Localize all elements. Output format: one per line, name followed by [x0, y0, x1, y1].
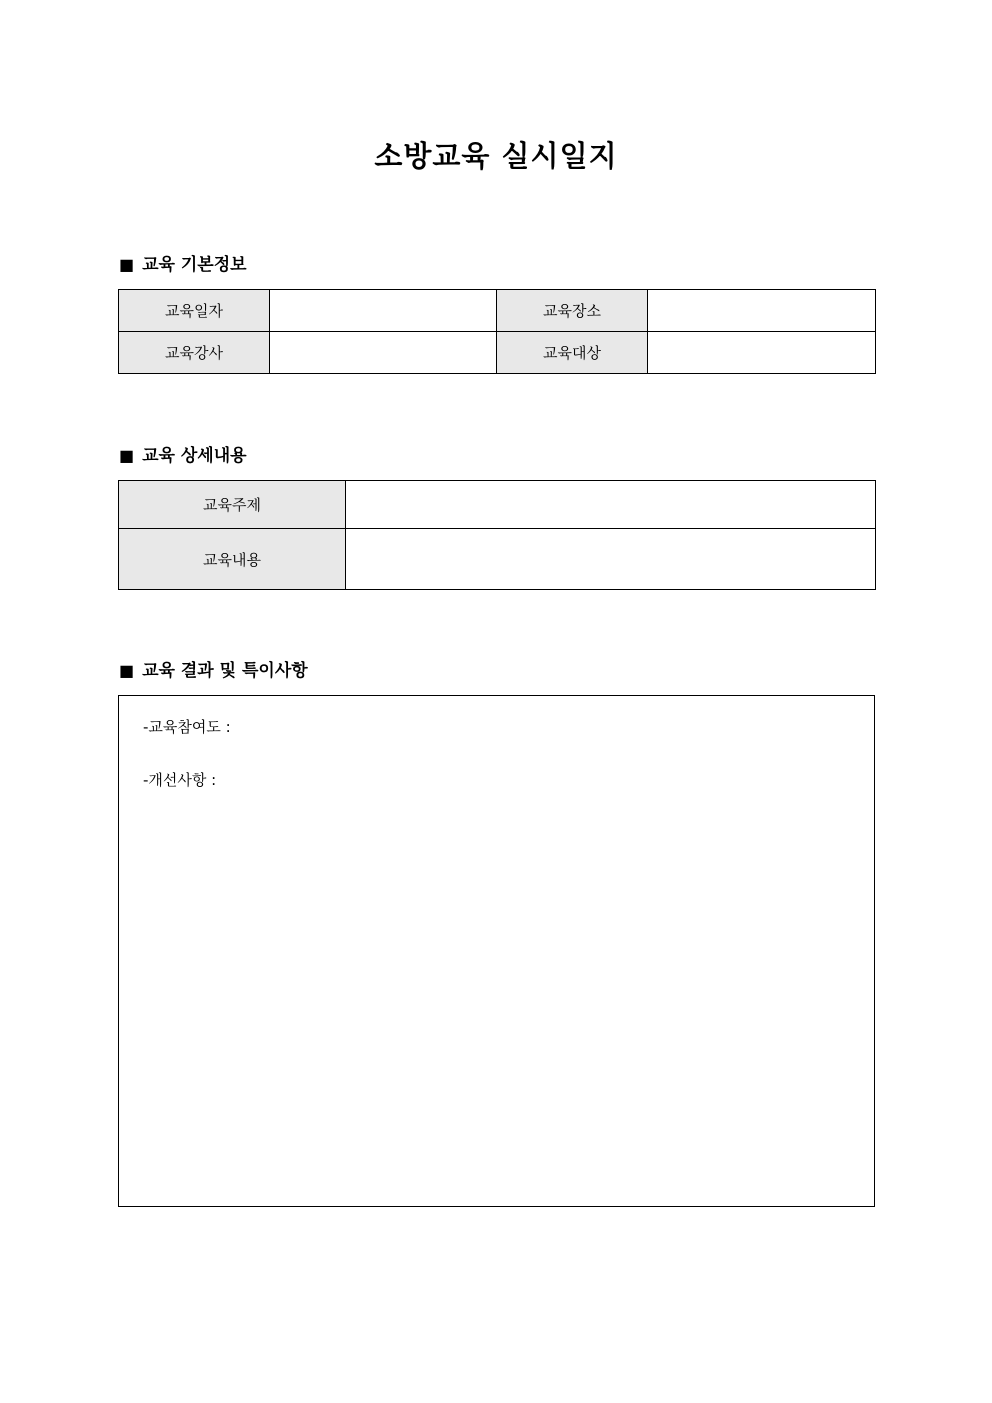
section-heading-label: 교육 기본정보: [142, 255, 247, 275]
section-heading-basic-info: [119, 254, 247, 276]
education-date-field[interactable]: [270, 290, 497, 332]
education-content-label: 교육내용: [119, 529, 346, 590]
table-row: [119, 529, 876, 590]
detail-table: [118, 480, 876, 590]
table-row: [119, 290, 876, 332]
education-date-label: 교육일자: [119, 290, 270, 332]
education-place-field[interactable]: [648, 290, 876, 332]
improvements-line: -개선사항 :: [143, 771, 217, 789]
square-bullet-icon: ■: [119, 446, 135, 465]
section-heading-details: [119, 445, 247, 467]
section-heading-label: 교육 상세내용: [142, 446, 247, 466]
table-row: [119, 332, 876, 374]
education-topic-label: 교육주제: [119, 481, 346, 529]
section-heading-label: 교육 결과 및 특이사항: [142, 661, 308, 681]
participation-line: -교육참여도 :: [143, 718, 231, 736]
basic-info-table: [118, 289, 876, 374]
table-row: [119, 481, 876, 529]
page-title: 소방교육 실시일지: [374, 139, 618, 173]
square-bullet-icon: ■: [119, 661, 135, 680]
education-instructor-label: 교육강사: [119, 332, 270, 374]
education-content-field[interactable]: [346, 529, 876, 590]
education-target-label: 교육대상: [497, 332, 648, 374]
results-notes-box[interactable]: [118, 695, 875, 1207]
section-heading-results: [119, 660, 308, 682]
education-instructor-field[interactable]: [270, 332, 497, 374]
square-bullet-icon: ■: [119, 255, 135, 274]
education-topic-field[interactable]: [346, 481, 876, 529]
education-place-label: 교육장소: [497, 290, 648, 332]
education-target-field[interactable]: [648, 332, 876, 374]
